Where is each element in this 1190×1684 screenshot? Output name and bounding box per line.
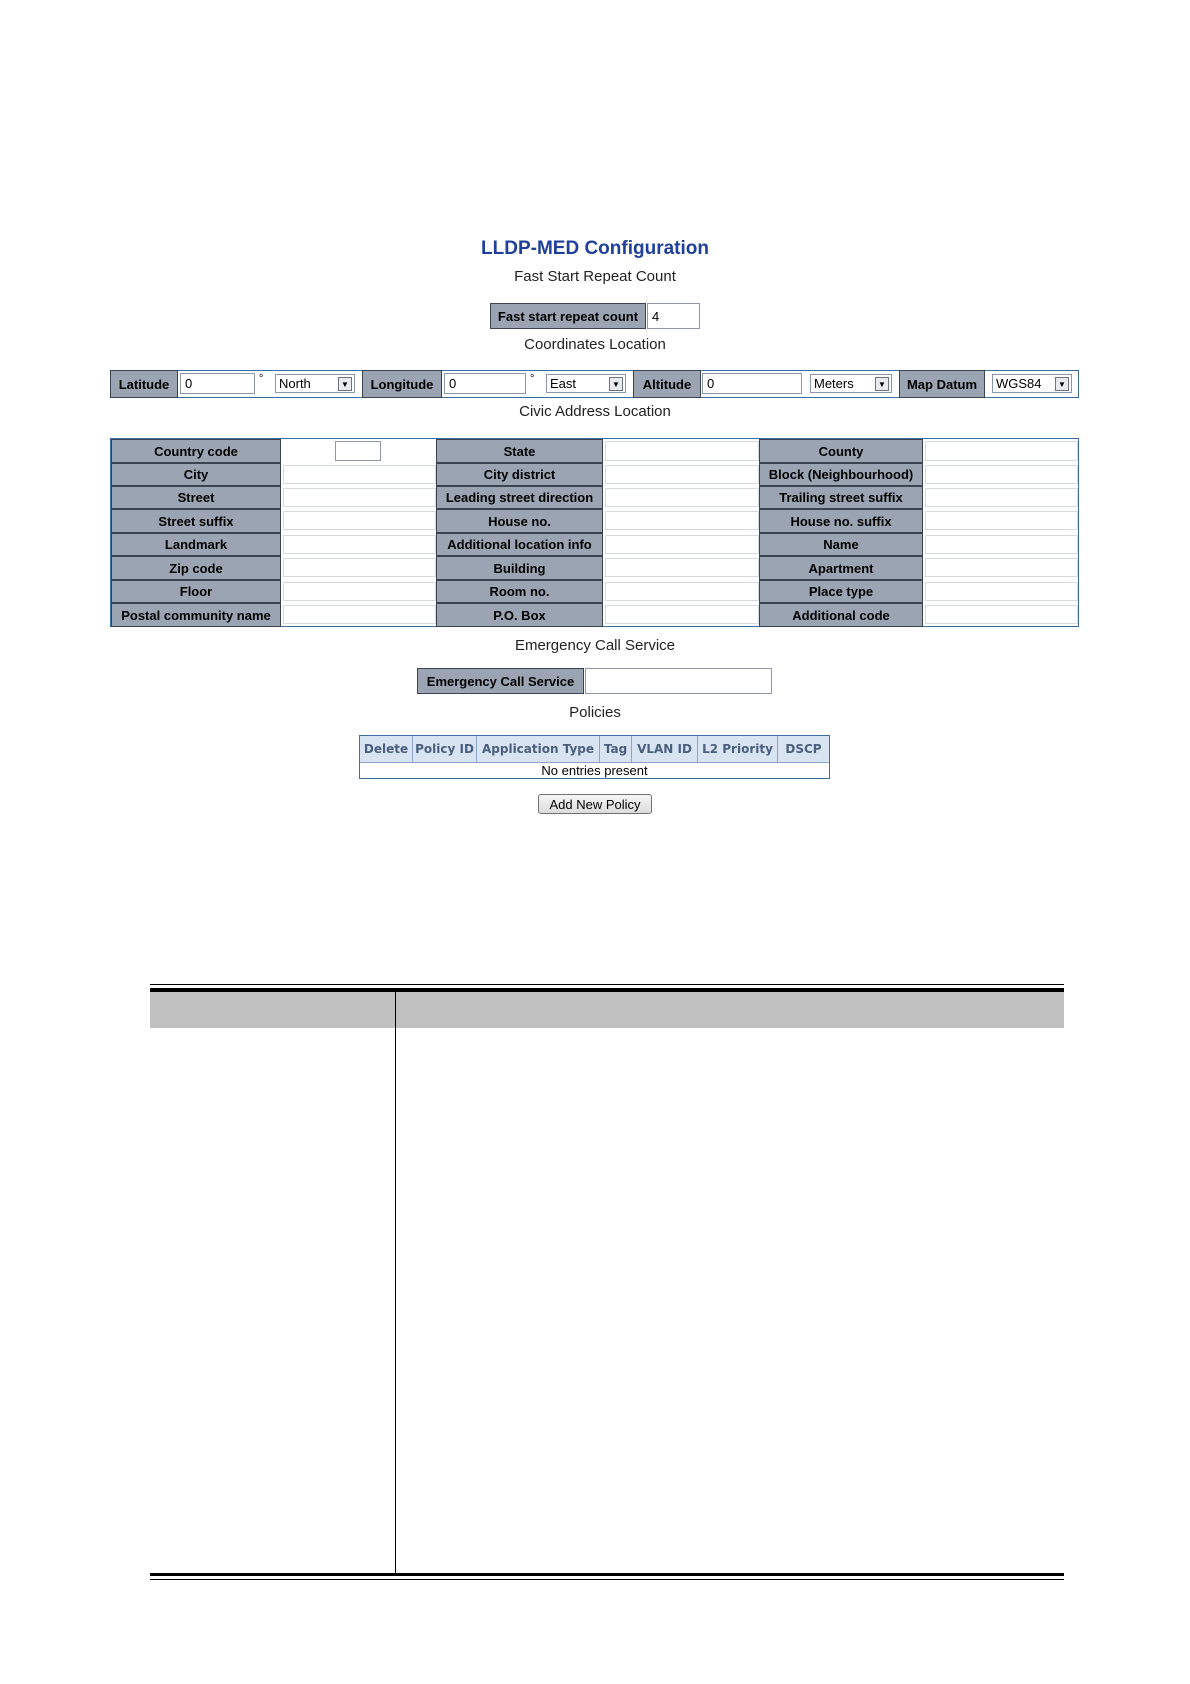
chevron-down-icon: ▼ (875, 377, 889, 391)
civic-label: Block (Neighbourhood) (759, 463, 923, 486)
civic-label: Landmark (111, 533, 281, 556)
add-new-policy-button[interactable]: Add New Policy (538, 794, 652, 814)
chevron-down-icon: ▼ (1055, 377, 1069, 391)
civic-label: Name (759, 533, 923, 556)
chevron-down-icon: ▼ (609, 377, 623, 391)
civic-label: Apartment (759, 556, 923, 580)
civic-input-state[interactable] (605, 441, 759, 461)
policies-empty-text: No entries present (541, 763, 648, 778)
civic-label: Trailing street suffix (759, 486, 923, 509)
civic-label: Street (111, 486, 281, 509)
longitude-input[interactable]: 0 (444, 373, 526, 394)
civic-label: P.O. Box (436, 603, 603, 627)
civic-label: Street suffix (111, 509, 281, 533)
altitude-label: Altitude (633, 370, 701, 398)
fast-start-input[interactable]: 4 (647, 303, 700, 329)
page-title: LLDP-MED Configuration (481, 238, 709, 259)
civic-label: Additional code (759, 603, 923, 627)
civic-address-table (110, 438, 1079, 627)
civic-input-landmark[interactable] (283, 535, 436, 554)
civic-input-street[interactable] (283, 488, 436, 507)
doc-table-header (150, 988, 1064, 1028)
longitude-degree: ° (530, 373, 535, 385)
civic-input-apartment[interactable] (925, 558, 1078, 577)
civic-input-house-no[interactable] (605, 511, 759, 530)
civic-input-house-no-suffix[interactable] (925, 511, 1078, 530)
civic-label: Building (436, 556, 603, 580)
civic-input-additional-location[interactable] (605, 535, 759, 554)
policies-table (359, 735, 830, 779)
civic-label: Postal community name (111, 603, 281, 627)
chevron-down-icon: ▼ (338, 377, 352, 391)
civic-label: Room no. (436, 580, 603, 603)
civic-label: Floor (111, 580, 281, 603)
map-datum-label: Map Datum (899, 370, 985, 398)
civic-label: Country code (111, 439, 281, 463)
civic-input-zip-code[interactable] (283, 558, 436, 577)
civic-input-block[interactable] (925, 465, 1078, 484)
civic-input-city-district[interactable] (605, 465, 759, 484)
civic-input-county[interactable] (925, 441, 1078, 461)
policies-header-l2-priority: L2 Priority (698, 736, 778, 762)
civic-input-building[interactable] (605, 558, 759, 577)
civic-label: Additional location info (436, 533, 603, 556)
section-fast-start: Fast Start Repeat Count (514, 268, 676, 285)
doc-table-bottom-border (150, 1573, 1064, 1576)
civic-label: House no. (436, 509, 603, 533)
civic-input-postal-community[interactable] (283, 605, 436, 624)
latitude-degree: ° (259, 373, 264, 385)
civic-label: City district (436, 463, 603, 486)
civic-input-floor[interactable] (283, 582, 436, 601)
civic-label: Zip code (111, 556, 281, 580)
civic-input-leading-direction[interactable] (605, 488, 759, 507)
latitude-direction-select[interactable] (275, 374, 355, 393)
civic-input-room-no[interactable] (605, 582, 759, 601)
policies-header-policy-id: Policy ID (413, 736, 477, 762)
map-datum-value: WGS84 (996, 376, 1042, 391)
section-civic: Civic Address Location (519, 403, 671, 420)
civic-label: Place type (759, 580, 923, 603)
civic-input-po-box[interactable] (605, 605, 759, 624)
emergency-call-label: Emergency Call Service (417, 668, 584, 694)
map-datum-select[interactable] (992, 374, 1072, 393)
civic-label: House no. suffix (759, 509, 923, 533)
civic-label: Leading street direction (436, 486, 603, 509)
fast-start-label: Fast start repeat count (490, 303, 646, 329)
policies-header-dscp: DSCP (778, 736, 829, 762)
policies-header-vlan-id: VLAN ID (632, 736, 698, 762)
altitude-input[interactable]: 0 (702, 373, 802, 394)
latitude-label: Latitude (110, 370, 178, 398)
civic-input-place-type[interactable] (925, 582, 1078, 601)
doc-table-divider (395, 988, 396, 1574)
section-policies: Policies (569, 704, 621, 721)
civic-input-name[interactable] (925, 535, 1078, 554)
civic-label: County (759, 439, 923, 463)
latitude-direction-value: North (279, 376, 311, 391)
policies-header-application-type: Application Type (477, 736, 600, 762)
altitude-unit-value: Meters (814, 376, 854, 391)
civic-input-country-code[interactable] (335, 441, 381, 461)
doc-table-bottom-border-thin (150, 1579, 1064, 1580)
policies-header-tag: Tag (600, 736, 632, 762)
section-emergency: Emergency Call Service (514, 637, 676, 654)
emergency-call-input[interactable] (585, 668, 772, 694)
longitude-label: Longitude (362, 370, 442, 398)
latitude-input[interactable]: 0 (180, 373, 255, 394)
altitude-unit-select[interactable] (810, 374, 892, 393)
civic-label: State (436, 439, 603, 463)
longitude-direction-value: East (550, 376, 577, 391)
policies-header-delete: Delete (360, 736, 413, 762)
civic-input-trailing-suffix[interactable] (925, 488, 1078, 507)
civic-input-city[interactable] (283, 465, 436, 484)
civic-input-additional-code[interactable] (925, 605, 1078, 624)
longitude-direction-select[interactable] (546, 374, 626, 393)
section-coordinates: Coordinates Location (524, 336, 666, 353)
civic-input-street-suffix[interactable] (283, 511, 436, 530)
civic-label: City (111, 463, 281, 486)
